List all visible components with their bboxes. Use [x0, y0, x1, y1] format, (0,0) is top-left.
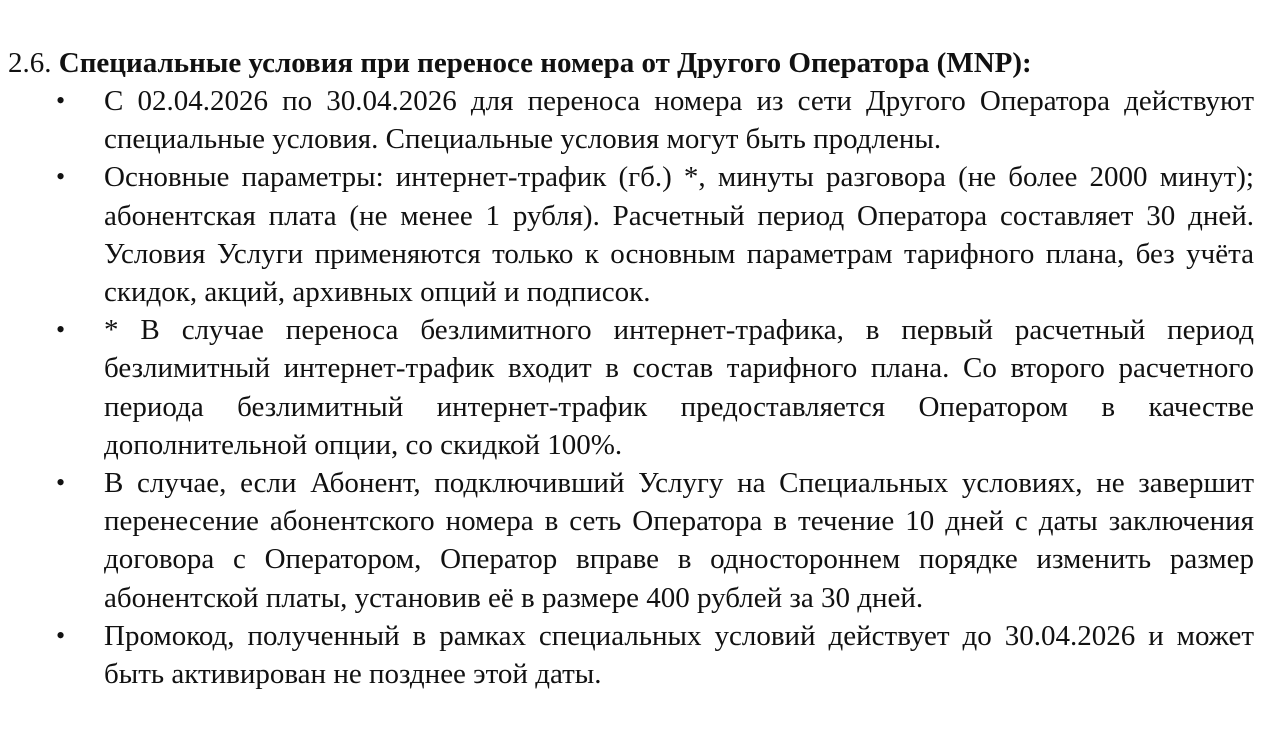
list-item-text: Промокод, полученный в рамках специальных условий действует до 30.04.2026 и может быть активирован не позднее этой даты.: [104, 619, 1254, 691]
list-item-text: В случае, если Абонент, подключивший Услугу на Специальных условиях, не завершит перенесение абонентского номера в сеть Оператора в течение 10 дней с даты заключения договора с Оператором, Оператор вправе в одностороннем порядке изменить размер абонентской платы, установив её в размере 400 рублей за 30 дней.: [104, 467, 1254, 614]
bullet-icon: •: [56, 86, 66, 115]
list-item: [8, 158, 1254, 311]
section-heading: [8, 44, 1254, 82]
bullet-icon: •: [56, 468, 66, 498]
list-item-text: С 02.04.2026 по 30.04.2026 для переноса номера из сети Другого Оператора действуют специальные условия. Специальные условия могут быть продлены.: [104, 85, 1254, 156]
list-item-text: * В случае переноса безлимитного интернет-трафика, в первый расчетный период безлимитный интернет-трафик входит в состав тарифного плана. Со второго расчетного периода безлимитный интернет-трафик предоставляется Оператором в качестве дополнительной опции, со скидкой 100%.: [104, 314, 1254, 461]
list-item: [8, 464, 1254, 617]
bullet-icon: •: [56, 162, 66, 192]
list-item: [8, 617, 1254, 693]
list-item: [8, 311, 1254, 464]
conditions-list: [8, 82, 1254, 693]
list-item: [8, 82, 1254, 158]
list-item-text: Основные параметры: интернет-трафик (гб.) *, минуты разговора (не более 2000 минут); абонентская плата (не менее 1 рубля). Расчетный период Оператора составляет 30 дней. Условия Услуги применяются только к основным параметрам тарифного плана, без учёта скидок, акций, архивных опций и подписок.: [104, 161, 1254, 309]
bullet-icon: •: [56, 315, 66, 345]
section-title: Специальные условия при переносе номера от Другого Оператора (MNP):: [58, 47, 1032, 79]
section-number: 2.6.: [8, 47, 52, 79]
bullet-icon: •: [56, 620, 66, 650]
